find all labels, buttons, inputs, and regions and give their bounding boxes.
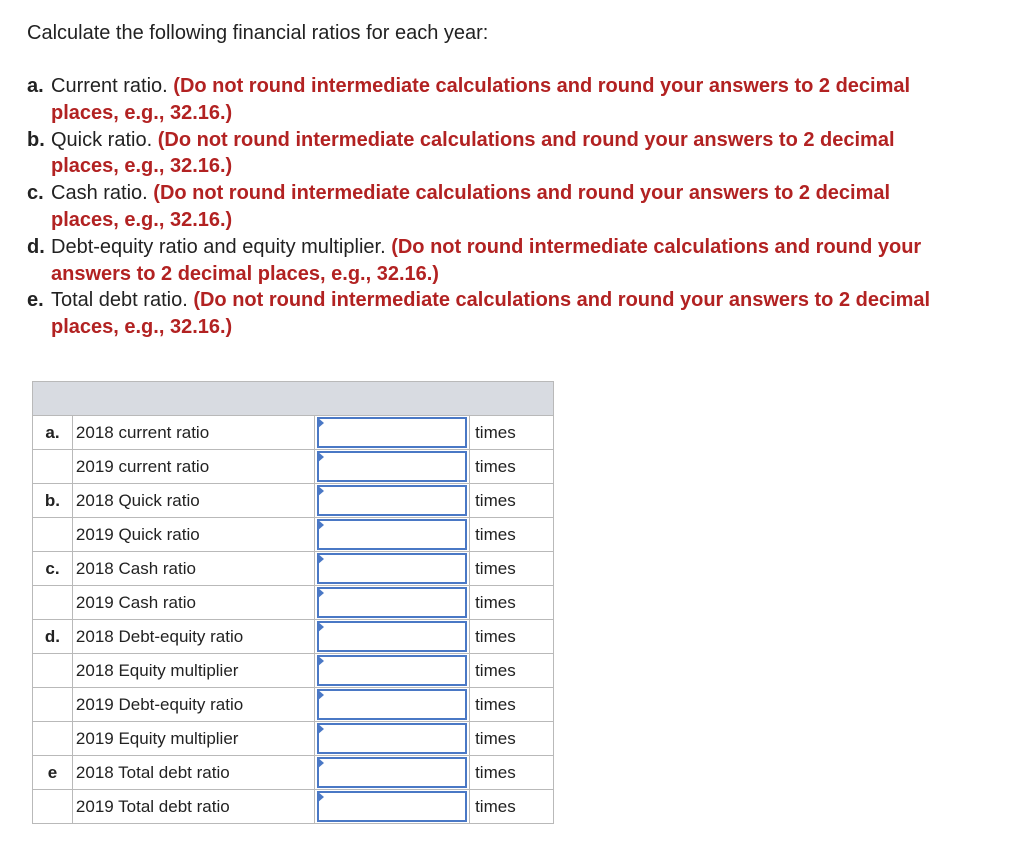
unit-label: times — [470, 518, 554, 552]
answer-cell — [315, 586, 470, 620]
table-row — [33, 756, 554, 790]
ratio-label: 2018 Quick ratio — [72, 484, 315, 518]
unit-label: times — [470, 756, 554, 790]
table-row — [33, 586, 554, 620]
table-row — [33, 552, 554, 586]
unit-label: times — [470, 416, 554, 450]
ratio-answer-input[interactable] — [317, 757, 467, 788]
question-e — [27, 287, 957, 341]
ratio-label: 2019 Equity multiplier — [72, 722, 315, 756]
part-letter — [33, 722, 73, 756]
ratio-label: 2018 Debt-equity ratio — [72, 620, 315, 654]
part-letter: a. — [33, 416, 73, 450]
ratio-label: 2019 current ratio — [72, 450, 315, 484]
ratio-answer-input[interactable] — [317, 791, 467, 822]
table-header — [33, 382, 554, 416]
unit-label: times — [470, 552, 554, 586]
table-row — [33, 688, 554, 722]
question-a — [27, 73, 957, 127]
question-text: Debt-equity ratio and equity multiplier. — [51, 235, 386, 258]
ratio-answer-input[interactable] — [317, 553, 467, 584]
question-list — [27, 73, 957, 341]
answer-cell — [315, 484, 470, 518]
answer-cell — [315, 688, 470, 722]
unit-label: times — [470, 722, 554, 756]
table-row — [33, 654, 554, 688]
unit-label: times — [470, 620, 554, 654]
table-row — [33, 416, 554, 450]
ratio-label: 2018 Equity multiplier — [72, 654, 315, 688]
unit-label: times — [470, 484, 554, 518]
table-row — [33, 450, 554, 484]
answer-cell — [315, 552, 470, 586]
ratio-label: 2018 Total debt ratio — [72, 756, 315, 790]
part-letter — [33, 654, 73, 688]
part-letter: c. — [33, 552, 73, 586]
question-text: Cash ratio. — [51, 182, 148, 205]
unit-label: times — [470, 688, 554, 722]
unit-label: times — [470, 654, 554, 688]
question-letter: a. — [27, 75, 44, 97]
answer-cell — [315, 722, 470, 756]
ratio-label: 2019 Quick ratio — [72, 518, 315, 552]
part-letter — [33, 586, 73, 620]
ratio-answer-input[interactable] — [317, 723, 467, 754]
ratio-answer-input[interactable] — [317, 621, 467, 652]
ratio-answer-input[interactable] — [317, 689, 467, 720]
table-row — [33, 518, 554, 552]
answer-cell — [315, 450, 470, 484]
part-letter — [33, 450, 73, 484]
unit-label: times — [470, 790, 554, 824]
part-letter: e — [33, 756, 73, 790]
answer-cell — [315, 654, 470, 688]
ratios-answer-table — [32, 381, 554, 824]
question-b — [27, 127, 957, 181]
unit-label: times — [470, 450, 554, 484]
ratio-label: 2018 current ratio — [72, 416, 315, 450]
ratio-answer-input[interactable] — [317, 417, 467, 448]
ratio-label: 2019 Debt-equity ratio — [72, 688, 315, 722]
answer-cell — [315, 416, 470, 450]
rounding-note: (Do not round intermediate calculations and round your answers to 2 decimal places, e.g., 32.16.) — [51, 128, 895, 178]
answer-cell — [315, 518, 470, 552]
ratio-label: 2018 Cash ratio — [72, 552, 315, 586]
rounding-note: (Do not round intermediate calculations and round your answers to 2 decimal places, e.g., 32.16.) — [51, 75, 911, 124]
question-text: Quick ratio. — [51, 128, 153, 151]
part-letter — [33, 688, 73, 722]
ratio-answer-input[interactable] — [317, 519, 467, 550]
table-row — [33, 790, 554, 824]
ratio-answer-input[interactable] — [317, 451, 467, 482]
instructions-heading: Calculate the following financial ratios for each year: — [27, 22, 489, 44]
question-text: Current ratio. — [51, 75, 168, 97]
ratio-answer-input[interactable] — [317, 655, 467, 686]
ratio-label: 2019 Cash ratio — [72, 586, 315, 620]
answer-cell — [315, 620, 470, 654]
ratio-label: 2019 Total debt ratio — [72, 790, 315, 824]
part-letter — [33, 790, 73, 824]
part-letter: b. — [33, 484, 73, 518]
answer-cell — [315, 790, 470, 824]
table-row — [33, 722, 554, 756]
table-header-row — [33, 382, 554, 416]
rounding-note: (Do not round intermediate calculations and round your answers to 2 decimal places, e.g., 32.16.) — [51, 182, 891, 231]
table-body — [33, 416, 554, 824]
question-letter: e. — [27, 289, 44, 312]
part-letter: d. — [33, 620, 73, 654]
question-d — [27, 234, 957, 288]
unit-label: times — [470, 586, 554, 620]
question-letter: c. — [27, 182, 44, 205]
rounding-note: (Do not round intermediate calculations and round your answers to 2 decimal places, e.g., 32.16.) — [51, 289, 931, 339]
question-letter: b. — [27, 128, 45, 151]
ratio-answer-input[interactable] — [317, 587, 467, 618]
table-row — [33, 484, 554, 518]
answer-cell — [315, 756, 470, 790]
part-letter — [33, 518, 73, 552]
table-row — [33, 620, 554, 654]
rounding-note: (Do not round intermediate calculations and round your answers to 2 decimal places, e.g., 32.16.) — [51, 235, 922, 285]
ratio-answer-input[interactable] — [317, 485, 467, 516]
question-c — [27, 180, 957, 234]
question-text: Total debt ratio. — [51, 289, 188, 312]
question-letter: d. — [27, 235, 45, 258]
